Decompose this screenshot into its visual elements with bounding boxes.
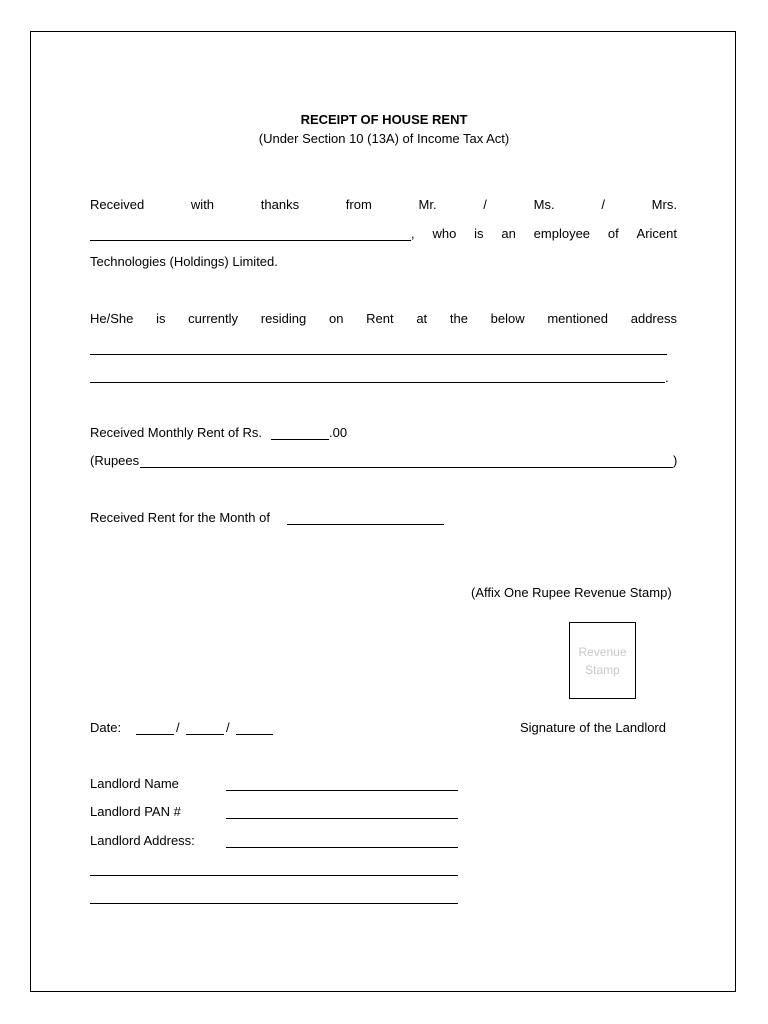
rent-month-label: Received Rent for the Month of	[90, 510, 270, 525]
rupees-words-blank[interactable]	[140, 467, 673, 468]
date-separator: /	[176, 720, 180, 735]
landlord-address-blank-1[interactable]	[226, 847, 458, 848]
address-blank-2[interactable]	[90, 382, 665, 383]
received-word: with	[190, 197, 215, 212]
residing-word: currently	[188, 311, 239, 326]
residing-word: He/She	[90, 311, 134, 326]
received-word: from	[345, 197, 372, 212]
rent-month-blank[interactable]	[287, 524, 444, 525]
received-word: Ms.	[533, 197, 555, 212]
residing-word: at	[416, 311, 428, 326]
employee-word: is	[474, 226, 484, 241]
received-word: thanks	[260, 197, 300, 212]
date-separator: /	[226, 720, 230, 735]
employee-word: employee	[533, 226, 591, 241]
date-day-blank[interactable]	[136, 734, 174, 735]
rupees-label: (Rupees	[90, 453, 140, 468]
residing-word: residing	[260, 311, 307, 326]
date-label: Date:	[90, 720, 122, 735]
employee-line	[411, 226, 677, 242]
residing-word: address	[630, 311, 677, 326]
landlord-address-label: Landlord Address:	[90, 833, 195, 848]
date-month-blank[interactable]	[186, 734, 224, 735]
rent-amount-blank[interactable]	[271, 439, 329, 440]
date-year-blank[interactable]	[236, 734, 273, 735]
employee-word: ,	[411, 226, 415, 241]
received-line	[90, 197, 677, 213]
document-subtitle: (Under Section 10 (13A) of Income Tax Act)	[258, 131, 510, 146]
landlord-name-label: Landlord Name	[90, 776, 179, 791]
residing-word: is	[156, 311, 166, 326]
address-period: .	[665, 370, 669, 385]
landlord-address-blank-3[interactable]	[90, 903, 458, 904]
received-word: Mr.	[418, 197, 437, 212]
document-title: RECEIPT OF HOUSE RENT	[300, 112, 468, 127]
tenant-name-blank[interactable]	[90, 240, 411, 241]
stamp-box-text: Stamp	[585, 662, 620, 677]
residing-word: below	[490, 311, 525, 326]
landlord-name-blank[interactable]	[226, 790, 458, 791]
received-word: Received	[90, 197, 145, 212]
stamp-box-text: Revenue	[578, 644, 627, 659]
residing-line	[90, 311, 677, 327]
residing-word: Rent	[366, 311, 394, 326]
residing-word: the	[449, 311, 468, 326]
employee-word: an	[501, 226, 516, 241]
employee-word: of	[607, 226, 619, 241]
monthly-rent-label: Received Monthly Rent of Rs.	[90, 425, 262, 440]
received-word: /	[483, 197, 487, 212]
rent-amount-suffix: .00	[329, 425, 348, 440]
employee-word: Aricent	[636, 226, 677, 241]
received-word: Mrs.	[651, 197, 677, 212]
company-name: Technologies (Holdings) Limited.	[90, 254, 278, 269]
landlord-address-blank-2[interactable]	[90, 875, 458, 876]
landlord-pan-label: Landlord PAN #	[90, 804, 181, 819]
residing-word: mentioned	[547, 311, 609, 326]
received-word: /	[601, 197, 605, 212]
residing-word: on	[328, 311, 344, 326]
revenue-stamp-box	[569, 622, 636, 699]
landlord-pan-blank[interactable]	[226, 818, 458, 819]
stamp-instruction: (Affix One Rupee Revenue Stamp)	[471, 585, 672, 600]
rupees-close: )	[673, 453, 678, 468]
employee-word: who	[432, 226, 457, 241]
address-blank-1[interactable]	[90, 354, 667, 355]
signature-label: Signature of the Landlord	[520, 720, 666, 735]
